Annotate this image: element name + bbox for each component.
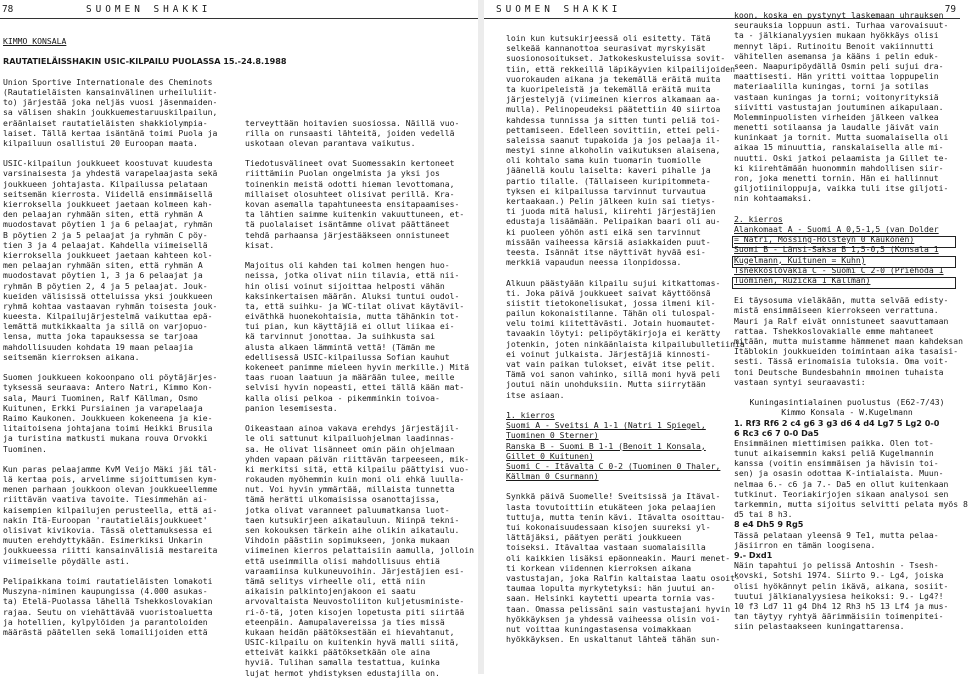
text-line: panion lesemisesta. (245, 402, 338, 413)
text-line: kovan asemalla tapahtuneesta ensitapaamises- (245, 199, 460, 209)
text-line: Mauri ja Ralf eivät onnistuneet saavuttamaan (734, 315, 949, 326)
text-line: vähitellen asemansa ja kääns i pelin eduk- (734, 50, 939, 61)
text-line: saleissa saanut tupakoida ja jos pelaaja il- (506, 134, 721, 145)
text-line: kahdessa tunnissa ja sitten tunti peliä toi- (506, 114, 721, 125)
text-line: vastustajan, joka Ralfin kaltaistaa laatu osoit- (506, 572, 740, 583)
text-line: Itäblokin joukkueiden toimintaan aika tasaisi- (734, 346, 959, 357)
text-line: olisivat kivikovia. Tässä olettamuksessa ei (3, 525, 213, 535)
text-line: neissa, jotka olivat niin tilavia, että nii- (245, 270, 460, 281)
text-line: eiväthkä huonekohtaisia, mutta tähänkin tot- (245, 311, 460, 322)
text-line: sa. He olivat lisänneet omin päin ohjelmaan (245, 443, 455, 454)
text-line (245, 67, 477, 77)
text-line (3, 362, 235, 372)
text-line: hyviä. Tulihan samalla testattua, kuinka (245, 657, 440, 668)
text-line: taan. Omassa pelissäni sain vastustajani hyvin (506, 603, 731, 614)
text-line: d5 tai 8 h3. (734, 509, 793, 520)
text-line: seitsemän kierroksen aikana. (3, 351, 140, 362)
text-line: 1. kierros (506, 409, 555, 420)
text-line: Kugelmann, Kuitunen = Kuhn) (734, 254, 866, 265)
text-line: KIMMO KONSALA (3, 36, 67, 46)
text-line: Kuitunen, Erkki Pursiainen ja varapelaaja (3, 402, 203, 413)
text-line: ta lähtien saimme kuitenkin vakuuttuneen, et- (245, 209, 465, 220)
text-line (506, 481, 730, 491)
text-line: tämä herätti ulkomaisissa osanottajissa, (245, 494, 440, 505)
text-line: edustaja lisäämään. Pelipaikan baari oli au- (506, 216, 721, 227)
text-line (3, 67, 235, 77)
text-line: maattisesti. Hän yritti voittaa loppupelin (734, 71, 939, 82)
text-line: uskotaan olevan parantava vaikutus. (245, 137, 416, 148)
text-line: rilla on runsaasti lähteitä, joiden vedellä (245, 127, 455, 138)
text-line: että useimmilla olisi mahdollisuus ehtiä (245, 555, 440, 566)
text-line: ki kiirehtämään huonommin mahdollisen siir- (734, 162, 944, 173)
text-line: toinenkin meistä odotti hieman levottomana, (245, 178, 455, 189)
text-line: lä kertaa pois, arvelimme sijoittumisen kym- (3, 474, 218, 485)
magazine-title-left: SUOMEN SHAKKI (86, 4, 212, 15)
text-line: suosionosoitukset. Jatkokeskusteluissa sovit- (506, 53, 726, 64)
text-line: ki merkitsi sitä, että kilpailu päättyisi vuo- (245, 463, 470, 474)
text-line: menen parhaan joukkoon olevan joukkueellemme (3, 484, 218, 495)
text-line: mestyi sinne alkoholin vaikutuksen alaisena, (506, 145, 721, 156)
text-line: taumaa lopulta myrkytetyksi: hän juutui an- (506, 583, 716, 594)
text-line: mitään, mutta muistamme hämmenet maan kahdeksan (734, 336, 964, 346)
text-line: nakin Itä-Euroopan 'rautatieläisjoukkueet' (3, 514, 208, 525)
text-line: = Natri, Mossing-Holsteyn 0 Kaukonen) (734, 234, 915, 245)
text-line: rokauden myöhemmin kuin moni oli ehkä luulla- (245, 474, 465, 485)
text-line (506, 400, 730, 410)
text-line: missään vaiheessa kärsiä asiakkaiden puut- (506, 236, 711, 247)
text-line: joukkueessa riitti kansainvälisiä mestareita (3, 545, 218, 556)
text-line: aikaa 15 minuuttia, ranskalaisella alle mi- (734, 142, 944, 153)
text-line: ta) Etelä-Puolassa lähellä Tshekkoslovakian (3, 596, 213, 607)
text-line: lättäjäksi, päätyen peräti joukkueen (506, 532, 682, 543)
text-line: Alkuun päästyään kilpailu sujui kitkattomas- (506, 277, 721, 288)
text-line: litaitoisena johtajana toimi Heikki Brusila (3, 423, 213, 434)
text-line: ja hotellien, kylpylöiden ja parantoloiden (3, 616, 208, 627)
text-line: Suomi A - Sveitsi A 1-1 (Natri 1 Spiegel, (506, 420, 706, 431)
text-line: Tämä voi sanon vahinko, sillä moni hyvä peli (506, 369, 721, 380)
text-line: eteenpäin. Aamupalavereissa ja ties missä (245, 616, 445, 627)
text-line: oli kohtalo sama kuin tuomarin tuomiolle (506, 155, 701, 166)
text-line: rajaa. Seutu on viehättävää vuoristoaluetta (3, 606, 213, 617)
text-line: kuninkaat ja tornit. Mutta suomalaisella oli (734, 132, 949, 143)
text-line: Tiedotusvälineet ovat Suomessakin kertoneet (245, 158, 455, 169)
text-line: jotenkin, joten ninkäänlaista kilpailubulletiinia (506, 338, 745, 349)
text-line: merkkiä vapaudun neessa ilonpidossa. (506, 257, 682, 268)
text-line: tuutui jälkianalyysiesa heikoksi: 9.- Lg4?! (734, 590, 944, 601)
text-line: seurauksia loppuun asti. Turhaa varovaisuut- (734, 20, 949, 31)
text-line (245, 56, 477, 66)
text-line: tan täytyy ryhtyä äärimmäisiin toimenpitei- (734, 611, 944, 622)
text-line: Suomi C - Itävalta C 0-2 (Tuominen 0 Thaler, (506, 460, 721, 471)
text-line: ti juoda mitä halusi, kiirehti järjestäjien (506, 206, 716, 217)
right-page (484, 0, 968, 674)
text-line: Raimo Kaukonen. Joukkueen kokeneena ja kie- (3, 412, 213, 423)
text-line: eräänlaiset rautatieläisten shakkiolympia- (3, 117, 208, 128)
text-line: ti korkean viidennen kierroksen aikana (506, 562, 692, 573)
text-line: tehdä parhaansa järjestääkseen onnistuneet (245, 229, 450, 240)
text-line: aikaisin palkintojenjakoon ei saatu (245, 586, 416, 597)
text-line: etteivät kaikki päätöksetkään ole aina (245, 647, 431, 658)
text-line: terveyttään hoitavien suosiossa. Näillä vuo- (245, 117, 460, 128)
text-line: kaksinkertaisen määrän. Aluksi tuntui oudol- (245, 290, 460, 301)
text-line: 6 Rc3 c6 7 0-0 Da5 (734, 427, 819, 438)
text-line: Union Sportive Internationale des Cheminots (3, 76, 213, 87)
text-line: nut voittaa kuningastasensa voimakkaan (506, 623, 692, 634)
text-line: Ranska B - Suomi B 1-1 (Benoit 1 Konsala, (506, 440, 706, 451)
text-line: laiset. Tällä kertaa isäntänä toimi Puola ja (3, 127, 218, 138)
text-line: Kimmo Konsala - W.Kugelmann (781, 407, 913, 418)
text-line: jotka olivat varanneet paluumatkansa luot- (245, 504, 450, 515)
text-line: riittävän vaativa tavoite. Tiesimmehän ai- (3, 494, 208, 505)
text-line: lensa, mutta joka tapauksessa se tarjoaa (3, 331, 198, 342)
text-line: muuten erehdyttykään. Esimerkiksi Unkarin (3, 535, 203, 546)
text-line: mulla). Pelinopeudeksi päätettiin 40 siirtoa (506, 104, 721, 115)
text-line: itse asiaan. (506, 389, 565, 400)
text-line: kalla olisi pelkoa - pikemminkin toivoa- (245, 392, 440, 403)
text-line: muodostavat pöytien 1, 3 ja 6 pelaajat ja (3, 270, 203, 281)
magazine-title-right: SUOMEN SHAKKI (496, 4, 622, 15)
text-line: partio tilalle. (Tällaiseen kuripitommeta- (506, 175, 711, 186)
text-line: määrästä päätellen sekä lomailijoiden että (3, 626, 208, 637)
text-line: sesti. Tässä erinomaisia tuloksia. Oma voit- (734, 356, 949, 367)
text-line: alusta alkaen lämmintä vettä! (Tämän me (245, 341, 436, 352)
text-line: riittämiin Puolan ongelmista ja yksi jos (245, 168, 440, 179)
text-line (3, 566, 235, 576)
text-line: pailun kokonaistilanne. Tähän oli tulospal- (506, 308, 716, 319)
text-line: järjestelyjä (viimeinen kierros alkamaan aa- (506, 94, 721, 105)
text-line (506, 267, 730, 277)
text-line: Kun paras pelaajamme KvM Veijo Mäki jäi täl- (3, 463, 218, 474)
page-number-right: 79 (944, 4, 956, 15)
text-line: muodostavat pöytien 1 ja 6 pelaajat, ryhmän (3, 219, 213, 230)
text-line: varsinaisesta ja yhdestä varapelaajasta sekä (3, 168, 218, 179)
text-line: varaamiinsa kulkuneuvoihin. Järjestäjien esi- (245, 565, 465, 576)
text-line: hyökkäyksen. En uskaltanut lähteä tähän sun- (506, 634, 721, 645)
text-line: Näin tapahtui jo pelissä Antoshin - Tsesh- (734, 560, 939, 571)
text-line: mennyt läpi. Rutinoitu Benoit vakiinnutti (734, 40, 934, 51)
text-line (245, 97, 477, 107)
text-line: selvisi hyvin nopeasti, ettei tällä kään mat- (245, 382, 465, 393)
text-line: tyksen ei kilpailussa tarvinnut turvautua (506, 185, 706, 196)
text-line (245, 36, 477, 46)
text-line: viimeinen kierros pelattaisiin aamulla, jolloin (245, 545, 475, 556)
text-line: 1. Rf3 Rf6 2 c4 g6 3 g3 d6 4 d4 Lg7 5 Lg2 0-0 (734, 417, 940, 428)
text-line: millaiset olosuhteet olisivat perillä. Kra- (245, 188, 455, 199)
text-line: kertaakaan.) Pelin jälkeen kuin sai tietys- (506, 196, 716, 206)
text-line: arvovaltaista Neuvostoliiton kuljetusministe- (245, 596, 465, 607)
text-line: sala, Mauri Tuominen, Ralf Källman, Osmo (3, 392, 198, 403)
text-line: Majoitus oli kahden tai kolmen hengen huo- (245, 260, 450, 271)
text-line: sen) ja osasin odottaa K-intialaista. Muun- (734, 468, 944, 479)
text-line: Pelipaikkana toimi rautatieläisten lomakoti (3, 575, 213, 586)
text-line: ron, joka menetti tornin. Hän ei hallinnut (734, 173, 939, 183)
text-line: Tuominen 0 Sterner) (506, 430, 599, 441)
text-line (734, 387, 960, 397)
text-line (3, 454, 235, 464)
text-line: sen kokouksen tärkein aihe olikin aikataulu. (245, 525, 460, 535)
text-line (245, 46, 477, 56)
text-line: rattaa. Tshekkoslovakialle emme mahtaneet (734, 325, 934, 336)
header-rule-left (0, 18, 478, 19)
text-line: siivitti vastustajan joutuminen aikapulaan. (734, 101, 944, 112)
text-line: ti. Joka päivä joukkueet saivat käyttöönsä (506, 287, 711, 298)
text-line: tuttuja, mutta tenin kävi. Itävalta osoittau- (506, 511, 726, 522)
left-page-column-2 (245, 36, 477, 678)
text-line: Tässä pelataan yleensä 9 Te1, mutta pelaa- (734, 529, 939, 540)
text-line: toni Deutsche Bundesbahnin mmoinen tuhaista (734, 366, 944, 377)
text-line: toiseksi. Itävaltaa vastaan suomalaisilla (506, 542, 706, 553)
text-line: tavaakin löytyi: pelipöytäkirjoja ei kerätty (506, 328, 721, 339)
text-line: taen kutsukirjeen aikatauluun. Niinpä tekni- (245, 514, 460, 525)
text-line: kierroksella joukkueet jaetaan kahteen kol- (3, 249, 213, 260)
text-line: nelmaa 6.- c6 ja 7.- Da5 en ollut kuitenkaan (734, 478, 949, 489)
text-line: loin kun kutsukirjeessä oli esitetty. Tätä (506, 33, 711, 43)
text-line: ja turistina matkusti mukana rouva Orvokki (3, 433, 208, 444)
text-line: Molemminpuolisten virheiden jälkeen valkea (734, 111, 939, 122)
text-line (3, 46, 235, 56)
text-line (245, 413, 477, 423)
text-line: mahdollisuuden kohdata 19 maan pelaajia (3, 341, 194, 352)
text-line: kisat. (245, 239, 275, 250)
text-line: kaisempien kilpailujen perusteella, että ai- (3, 504, 218, 515)
text-line: tarkemmin, mutta sijoitus selvitti pelata myös 8 (734, 499, 968, 509)
right-page-column-2 (734, 10, 968, 672)
text-line: ta kuoripeleistä ja tekemällä eräitä muita (506, 83, 711, 94)
text-line: Oikeastaan ainoa vakava erehdys järjestäjil- (245, 423, 460, 434)
text-line: koon, koska en pystynyt laskemaan uhrauksen (734, 10, 944, 20)
text-line: teesta. Isännät itse näyttivät hyvää esi- (506, 246, 706, 257)
text-line (245, 148, 477, 158)
text-line: tui kokonaisuudessaan kisojen suureksi yl- (506, 522, 711, 532)
text-line: le oli sattunut kilpailuohjelman laadinnas- (245, 433, 455, 444)
text-line: giljotiiniloppuja, vaikka tuli itse giljoti- (734, 183, 949, 194)
text-line (3, 148, 235, 158)
text-line: tui pian, kun käyttäjiä ei ollut liikaa ei- (245, 321, 455, 332)
text-line: ta, että suihku- ja WC-tilat olivat käytävil- (245, 300, 465, 311)
text-line: tunut aikaisemmin kaksi peliä Kugelmannin (734, 448, 934, 459)
text-line: Vihdoin päästiin sopimukseen, jonka mukaan (245, 535, 450, 546)
text-line: seen. Naapuripöydällä Osmin peli sujui dra- (734, 60, 944, 71)
text-line: ryhmän B pöytien 2, 4 ja 5 pelaajat. Jouk- (3, 280, 208, 291)
text-line: Kuningasintialainen puolustus (E62-7/43) (749, 397, 945, 408)
text-line: mistä ensimmäiseen kierrokseen verrattuna. (734, 305, 939, 316)
text-line: siistit tietokonelisukat, jossa ilmeni kil- (506, 297, 716, 308)
text-line (245, 250, 477, 260)
text-line: kovski, Sotshi 1974. Siirto 9.- Lg4, joiska (734, 570, 944, 581)
text-line: vuorokauden aikana ja tekemällä eräitä muita (506, 73, 721, 84)
text-line: saan. Helsinki kaytetti upearta tornia vas- (506, 593, 716, 604)
text-line: Alankomaat A - Suomi A 0,5-1,5 (van Dolder (734, 223, 939, 234)
text-line: kukaan heidän päätöksestään ei hievahtanut, (245, 626, 455, 637)
text-line: Tuominen, Ruzicka 1 Källman) (734, 274, 871, 285)
text-line: USIC-kilpailu on kuitenkin hyvä malli siitä, (245, 637, 460, 648)
text-line: RAUTATIELÄISSHAKIN USIC-KILPAILU PUOLASSA 15.-24.8.1988 (3, 56, 287, 67)
text-line: Ensimmäinen miettimisen paikka. Olen tot- (734, 437, 934, 448)
text-line: kilpailuun osallistui 20 Euroopan maata. (3, 137, 198, 148)
text-line: tutkinut. Teoriakirjojen sikaan analysoi sen (734, 488, 949, 499)
text-line: tä puolalaiset isäntämme olivat päättäneet (245, 219, 450, 230)
text-line: viimeiselle pöydälle asti. (3, 555, 130, 566)
text-line: vastaan syntyi seuraavasti: (734, 376, 866, 387)
text-line: nin kohtaamaksi. (734, 193, 812, 204)
text-line: tiin, että rekkeillä läpikäyvien kilpailijoiden (506, 63, 736, 74)
text-line: materiaalilla kuningas, torni ja sotilas (734, 81, 929, 92)
text-line: kanssa (voitin ensimmäisen ja hävisin toi- (734, 458, 939, 469)
text-line: ei voinut julkaista. Järjestäjiä kinnosti- (506, 348, 711, 359)
text-line: yhden vapaan päivän riittävän tarpeeseen, mik- (245, 453, 470, 464)
text-line: velu toimi kiitettävästi. Jotain huomautet- (506, 318, 716, 329)
text-line: 10 f3 Ld7 11 g4 Dh4 12 Rh3 h5 13 Lf4 ja mus- (734, 600, 949, 611)
text-line: Tshekkoslovakia C - Suomi C 2-0 (Priehoda 1 (734, 264, 944, 275)
page-number-left: 78 (2, 4, 14, 15)
text-line: Gillet 0 Kuitunen) (506, 450, 594, 461)
text-line: hin olisi voinut sijoittaa helposti vähän (245, 280, 445, 291)
text-line: joukkueen johtajasta. Kilpailussa pelataan (3, 178, 208, 189)
text-line: sa välisen shakin joukkuemestaruuskilpailun, (3, 107, 218, 118)
text-line: menetti sotilaansa ja laudalle jäivät vain (734, 122, 939, 133)
text-line: nuutti. Oski jatkoi pelaamista ja Gillet te- (734, 152, 949, 163)
text-line: USIC-kilpailun joukkueet koostuvat kuudesta (3, 158, 213, 169)
text-line: joutui näin unohduksiin. Mutta siirrytään (506, 379, 706, 390)
text-line: nut. Voi hyvin ymmärtää, millaista tunnetta (245, 484, 455, 495)
text-line: Suomi B - Länsi-Saksa B 1,5-0,5 (Konsala 1 (734, 244, 939, 255)
text-line: ki puoleen yöhön asti eikä sen tarvinnut (506, 226, 701, 237)
text-line: B pöytien 2 ja 5 pelaajat ja ryhmän C pöy- (3, 229, 208, 240)
text-line: selkeää kannanottoa seurasivat myrskyisät (506, 43, 706, 54)
text-line: Muszyna-niminen kaupungissa (4.000 asukas- (3, 586, 208, 597)
text-line: pettamiseen. Edelleen sovittiin, ettei peli- (506, 124, 721, 135)
text-line: vastaan kuningas ja torni; voitonyrityksiä (734, 91, 939, 102)
text-line: 9.- Dxd1 (734, 549, 773, 560)
text-line: edellisessä USIC-kilpailussa Sofian kauhut (245, 351, 450, 362)
right-page-column-1 (506, 33, 745, 673)
text-line: kueesta. Kilpailujärjestelmä vaikuttaa epä- (3, 311, 213, 322)
text-line: hyökkäyksen ja yhdessä vaiheessa olisin voi- (506, 613, 721, 624)
text-line: ri-ö-tä, joten kisojen lopetusta piti siirtää (245, 606, 465, 617)
text-line: tämä selitys virheelle oli, että niin (245, 575, 426, 586)
text-line: kueiden välisissä otteluissa yksi joukkueen (3, 290, 213, 301)
text-line: ta - jälkianalyysien mukaan hyökkäys olisi (734, 30, 939, 41)
left-page (0, 0, 478, 678)
text-line: oli kaikkien lisäksi epäonneakin. Mauri menet- (506, 552, 731, 563)
text-line: Synkkä päivä Suomelle! Sveitsissä ja Itäval- (506, 491, 721, 502)
text-line: den pelaajan ryhmään siten, että ryhmän A (3, 209, 203, 220)
text-line: seitsemän kierrosta. Viidellä ensimmäisellä (3, 188, 213, 199)
text-line: siin pelastaakseen kuningattarensa. (734, 621, 905, 632)
text-line (245, 87, 477, 97)
text-line: 2. kierros (734, 213, 783, 224)
text-line: ryhmä kohtaa vastaavan ryhmän toisesta jouk- (3, 300, 218, 311)
text-line: vat vain paikan tulokset, eivät itse pelit. (506, 359, 716, 369)
left-page-header (0, 4, 478, 22)
text-line: Ei täysosuma vieläkään, mutta selvää edisty- (734, 295, 949, 306)
text-line: jäänellä koulu laiselta: kaveri pihalle ja (506, 165, 711, 176)
text-line: lemättä mutkikkaalta ja sillä on varjopuo- (3, 321, 208, 332)
text-line (734, 285, 960, 295)
text-line: 8 e4 Dh5 9 Rg5 (734, 519, 804, 530)
text-line: kokeneet panimme mieleen hyvin merkille.) Mitä (245, 362, 470, 372)
text-line: (Rautatieläisten kansainvälinen urheiluliit- (3, 86, 218, 97)
text-line: Suomen joukkueen kokoonpano oli pöytäjärjes- (3, 372, 218, 383)
text-line: lujat hermot yhdistyksen edustajilla on. (245, 667, 440, 678)
text-line: olisi hyökännyt pelin ikävä, aikana, sosiit- (734, 580, 949, 591)
text-line: kä tarvinnut jonottaa. Ja suihkusta sai (245, 331, 436, 342)
text-line: to) järjestää joka neljäs vuosi jäsenmaiden- (3, 97, 218, 108)
text-line: tyksessä seuraava: Antero Natri, Kimmo Kon- (3, 382, 213, 393)
text-line: lasta tovutoittiin etukäteen joka pelaajien (506, 501, 716, 512)
text-line: kierroksella joukkueet jaetaan kolmeen kah- (3, 199, 213, 209)
text-line: tien 3 ja 4 pelaajat. Kahdella viimeisellä (3, 239, 208, 250)
text-line (734, 204, 960, 214)
text-line (245, 107, 477, 117)
text-line (245, 77, 477, 87)
text-line: Tuominen. (3, 443, 47, 454)
text-line: men pelaajan ryhmään siten, että ryhmän A (3, 260, 203, 271)
text-line: taas ruoan laatuun ja määrään tulee, meille (245, 372, 455, 383)
text-line: jäsiirron en tämän loogisena. (734, 539, 876, 550)
text-line: Källman 0 Csurmann) (506, 471, 599, 482)
